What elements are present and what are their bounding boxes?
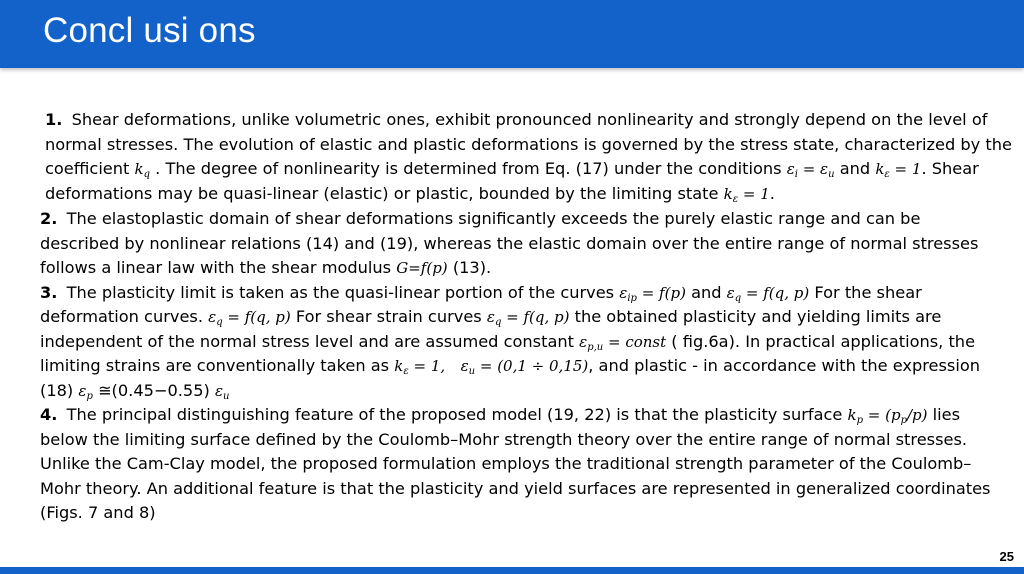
slide-title: Concl usi ons [43,11,256,50]
text: . Shear deformations may be quasi-linear (elastic) or plastic, bounded by the limiting state [45,159,979,203]
text: lies below the limiting surface defined by the Coulomb–Mohr strength theory over the entire range of normal stresses. Unlike the Cam-Clay model, the proposed formulation employs the traditional strength parameter of the Coulomb–Mohr theory. An additional feature is that the plasticity and yield surfaces are represented in generalized coordinates (Figs. 7 and 8) [40,405,991,522]
text: The plasticity limit is taken as the quasi-linear portion of the curves [61,282,620,302]
formula: $\varepsilon_u = (0,1 \div 0,15)$ [460,357,589,377]
text: ( fig.6a). In practical applications, the limiting strains are conventionally taken as [40,331,976,375]
text: and [685,282,727,302]
formula: $\varepsilon_{ip} = f(p)$ [619,283,686,304]
text: the obtained plasticity and yielding limits are independent of the normal stress level and are assumed constant [40,307,942,351]
formula: $\varepsilon_q = f(q$, p) [486,308,570,328]
conclusion-point-4 [40,405,991,522]
formula: $\varepsilon_p$ [78,381,93,402]
formula: $k_\varepsilon = 1$, [394,357,446,377]
text: and [834,159,876,178]
formula: $\varepsilon_q = f(q$, p) [726,283,810,304]
formula: $k_q$ [134,160,151,180]
conclusion-point-1 [45,108,1024,206]
text: , and plastic - in accordance with the expression (18) [40,356,981,400]
text: The principal distinguishing feature of the proposed model (19, 22) is that the plasticity surface [61,405,848,424]
text: . The degree of nonlinearity is determined from Eq. (17) under the conditions [150,159,787,178]
formula: $\varepsilon_u$ [214,381,230,402]
formula: $\varepsilon_i = \varepsilon_u$ [786,160,835,180]
text: . [769,183,775,203]
point-number: 1. [45,110,63,129]
title-bar [0,0,1024,68]
text: The elastoplastic domain of shear deformations significantly exceeds the purely elastic range and can be described by nonlinear relations (14) and (19), whereas the elastic domain over the entire range of normal stresses follows a linear law with the shear modulus [40,209,979,277]
text: Shear deformations, unlike volumetric ones, exhibit pronounced nonlinearity and strongly depend on the level of normal stresses. The evolution of elastic and plastic deformations is governed by the stress state, characterized by the coefficient [45,110,1012,178]
text: ≅(0.45−0.55) [92,380,215,400]
footer-bar [0,567,1024,574]
text: (13). [447,258,492,277]
page-number: 25 [999,549,1014,564]
formula: $k_\varepsilon = 1$ [723,184,770,205]
formula: $\varepsilon_{p,u}$ = const [579,332,667,353]
text: For shear strain curves [290,307,487,326]
conclusions-body [40,207,1000,526]
point-number: 4. [40,405,58,424]
formula: G=f(p) [396,259,448,277]
formula: $\varepsilon_q = f(q$, p) [208,308,291,328]
point-number: 2. [40,209,58,228]
point-number: 3. [40,282,58,302]
formula: $k_\varepsilon = 1$ [875,160,922,180]
formula: $k_p = (p_p/p)$ [847,406,928,426]
text: For the shear deformation curves. [40,282,922,326]
conclusion-point-2 [40,209,978,277]
conclusion-point-3 [40,283,980,400]
